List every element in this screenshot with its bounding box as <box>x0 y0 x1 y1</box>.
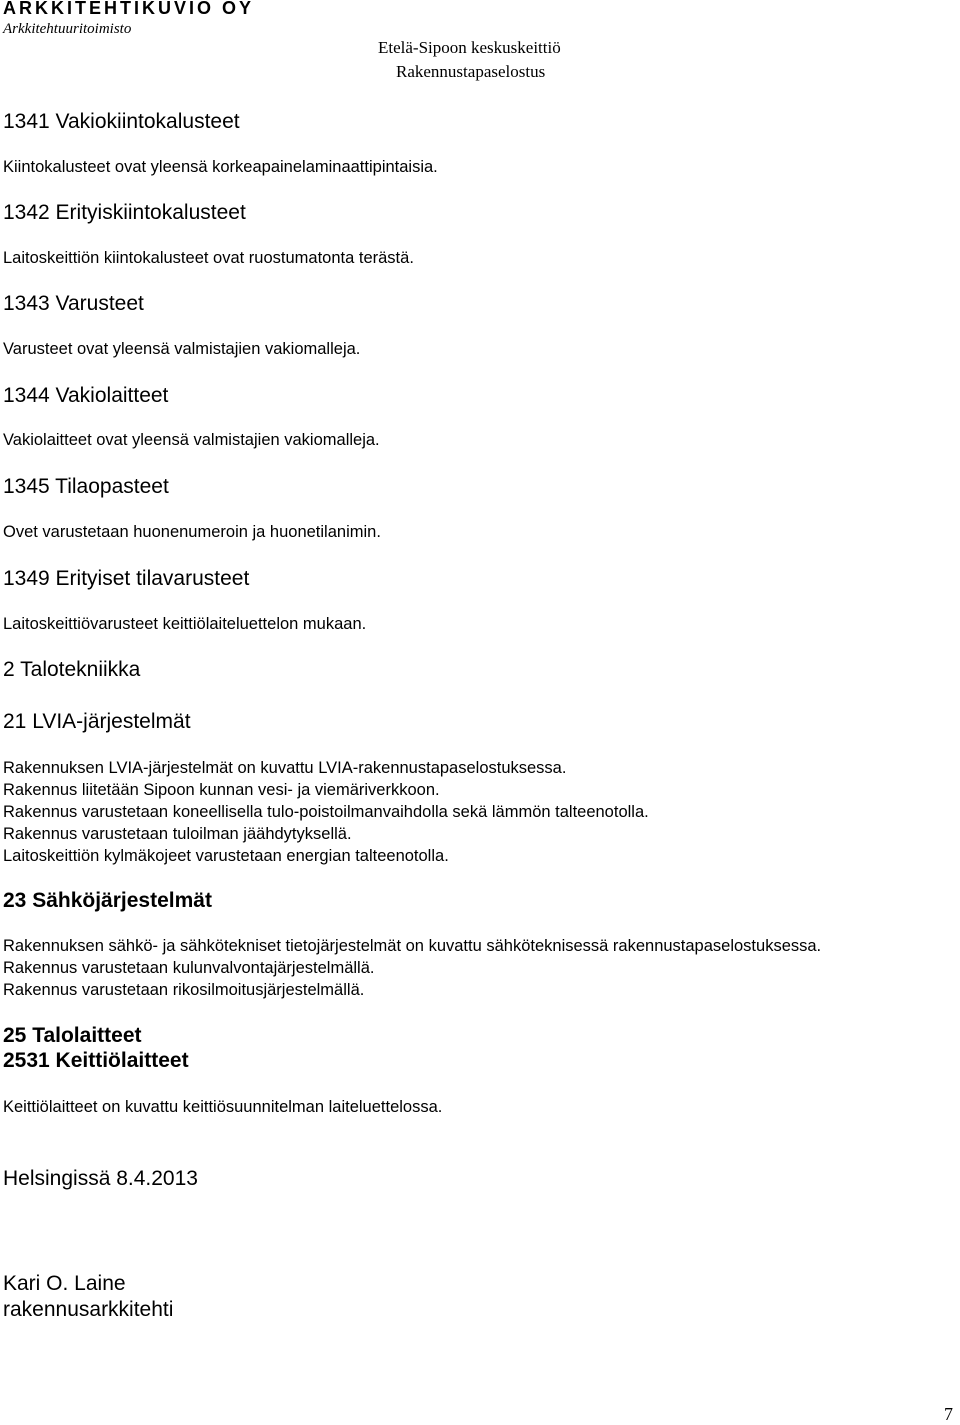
chapter-heading-talotekniikka: 2 Talotekniikka <box>3 658 141 681</box>
lvia-line: Laitoskeittiön kylmäkojeet varustetaan energian talteenotolla. <box>3 847 449 865</box>
lvia-line: Rakennus varustetaan koneellisella tulo-poistoilmanvaihdolla sekä lämmön talteenotolla. <box>3 803 649 821</box>
section-text-1341: Kiintokalusteet ovat yleensä korkeapainelaminaattipintaisia. <box>3 158 438 176</box>
signer-name: Kari O. Laine <box>3 1272 126 1295</box>
section-heading-lvia: 21 LVIA-järjestelmät <box>3 710 191 733</box>
section-heading-1345: 1345 Tilaopasteet <box>3 475 169 498</box>
signer-title: rakennusarkkitehti <box>3 1298 174 1321</box>
sahko-line: Rakennus varustetaan kulunvalvontajärjestelmällä. <box>3 959 375 977</box>
section-text-1344: Vakiolaitteet ovat yleensä valmistajien vakiomalleja. <box>3 431 380 449</box>
lvia-line: Rakennus liitetään Sipoon kunnan vesi- ja viemäriverkkoon. <box>3 781 440 799</box>
section-heading-talolaitteet: 25 Talolaitteet <box>3 1024 142 1047</box>
section-heading-keittiolaitteet: 2531 Keittiölaitteet <box>3 1049 189 1072</box>
sahko-line: Rakennuksen sähkö- ja sähkötekniset tietojärjestelmät on kuvattu sähköteknisessä rakennustapaselostuksessa. <box>3 937 822 955</box>
section-heading-sahko: 23 Sähköjärjestelmät <box>3 889 212 912</box>
section-heading-1343: 1343 Varusteet <box>3 292 144 315</box>
place-date: Helsingissä 8.4.2013 <box>3 1167 198 1190</box>
section-text-1343: Varusteet ovat yleensä valmistajien vakiomalleja. <box>3 340 361 358</box>
company-subtitle: Arkkitehtuuritoimisto <box>3 21 132 37</box>
section-text-1345: Ovet varustetaan huonenumeroin ja huonetilanimin. <box>3 523 381 541</box>
keittiolaitteet-text: Keittiölaitteet on kuvattu keittiösuunnitelman laiteluettelossa. <box>3 1098 443 1116</box>
section-heading-1349: 1349 Erityiset tilavarusteet <box>3 567 250 590</box>
document-type: Rakennustapaselostus <box>396 62 546 81</box>
section-heading-1341: 1341 Vakiokiintokalusteet <box>3 110 240 133</box>
company-name: ARKKITEHTIKUVIO OY <box>3 0 255 18</box>
lvia-line: Rakennus varustetaan tuloilman jäähdytyksellä. <box>3 825 352 843</box>
section-heading-1344: 1344 Vakiolaitteet <box>3 384 169 407</box>
sahko-line: Rakennus varustetaan rikosilmoitusjärjestelmällä. <box>3 981 365 999</box>
project-name: Etelä-Sipoon keskuskeittiö <box>378 38 561 57</box>
lvia-line: Rakennuksen LVIA-järjestelmät on kuvattu LVIA-rakennustapaselostuksessa. <box>3 759 567 777</box>
page-number: 7 <box>944 1404 953 1424</box>
section-text-1342: Laitoskeittiön kiintokalusteet ovat ruostumatonta terästä. <box>3 249 414 267</box>
section-text-1349: Laitoskeittiövarusteet keittiölaiteluettelon mukaan. <box>3 615 367 633</box>
section-heading-1342: 1342 Erityiskiintokalusteet <box>3 201 246 224</box>
